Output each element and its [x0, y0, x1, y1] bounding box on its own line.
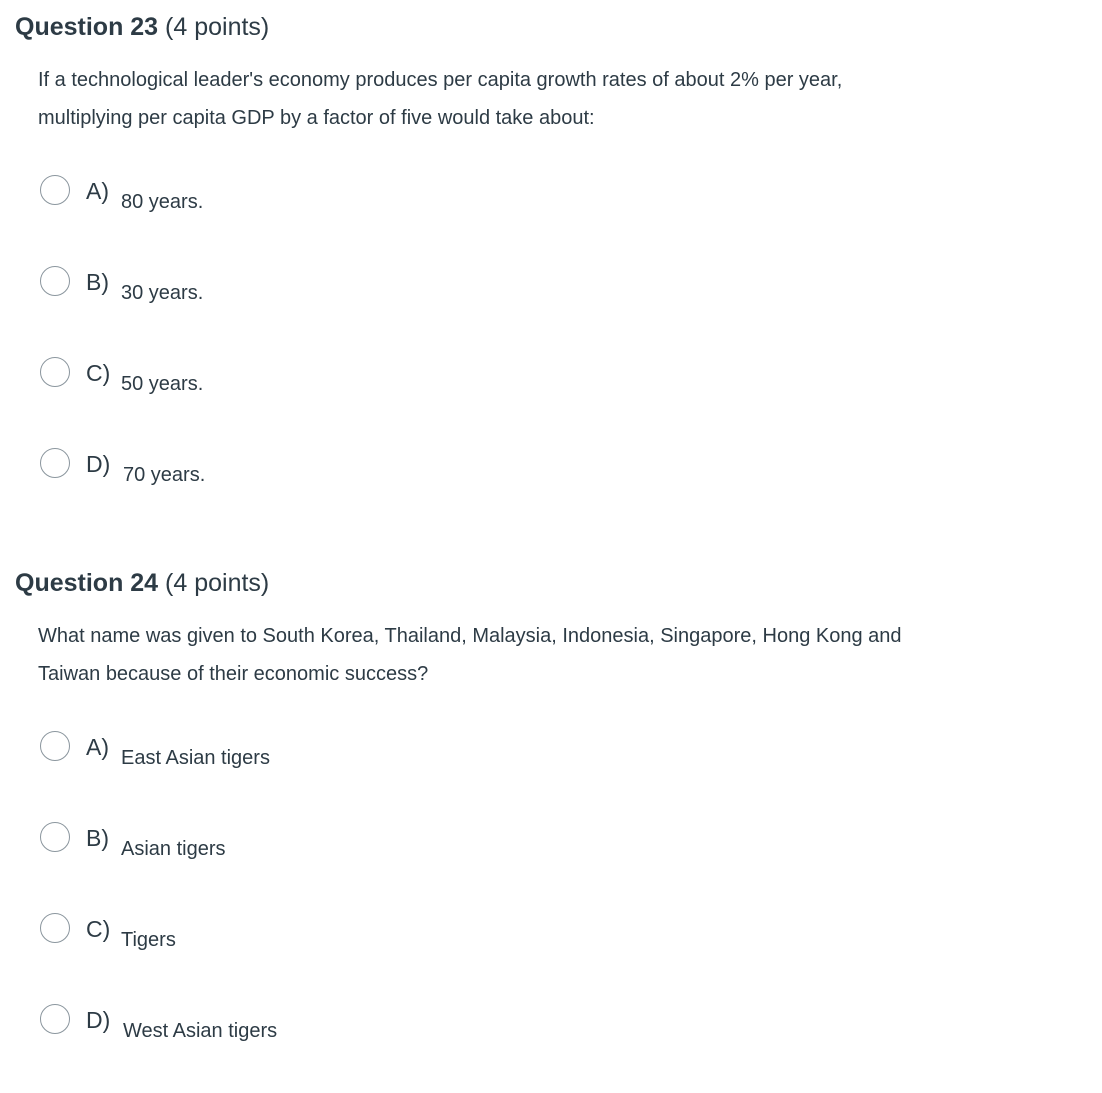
- radio-button[interactable]: [40, 731, 70, 761]
- option-c[interactable]: [40, 357, 640, 395]
- radio-button[interactable]: [40, 448, 70, 478]
- radio-button[interactable]: [40, 266, 70, 296]
- question-points: (4 points): [165, 569, 270, 597]
- option-text: 50 years.: [121, 373, 204, 395]
- question-title: Question 24: [15, 569, 159, 597]
- option-a[interactable]: [40, 731, 640, 769]
- radio-button[interactable]: [40, 913, 70, 943]
- radio-button[interactable]: [40, 175, 70, 205]
- option-letter: D): [86, 451, 111, 477]
- question-text-line: multiplying per capita GDP by a factor of five would take about:: [38, 107, 595, 129]
- option-a[interactable]: [40, 175, 640, 213]
- option-text: Asian tigers: [121, 838, 226, 860]
- option-letter: A): [86, 734, 109, 760]
- question-text: [38, 61, 1038, 137]
- option-c[interactable]: [40, 913, 640, 951]
- option-text: East Asian tigers: [121, 747, 270, 769]
- option-text: West Asian tigers: [123, 1020, 278, 1042]
- question-title: Question 23: [15, 13, 159, 41]
- option-letter: D): [86, 1007, 111, 1033]
- option-letter: A): [86, 178, 109, 204]
- option-letter: C): [86, 916, 111, 942]
- option-text: 70 years.: [123, 464, 206, 486]
- option-b[interactable]: [40, 266, 640, 304]
- question-text: [38, 617, 1038, 693]
- option-b[interactable]: [40, 822, 640, 860]
- option-d[interactable]: [40, 1004, 640, 1042]
- radio-button[interactable]: [40, 1004, 70, 1034]
- question-text-line: If a technological leader's economy produces per capita growth rates of about 2% per year,: [38, 69, 843, 91]
- question-text-line: Taiwan because of their economic success?: [38, 663, 429, 685]
- option-letter: C): [86, 360, 111, 386]
- question-header: [15, 568, 269, 598]
- question-header: [15, 12, 269, 42]
- radio-button[interactable]: [40, 822, 70, 852]
- option-d[interactable]: [40, 448, 640, 486]
- question-text-line: What name was given to South Korea, Thailand, Malaysia, Indonesia, Singapore, Hong Kong and: [38, 625, 902, 647]
- option-text: Tigers: [121, 929, 176, 951]
- option-text: 30 years.: [121, 282, 204, 304]
- question-points: (4 points): [165, 13, 270, 41]
- option-letter: B): [86, 825, 109, 851]
- option-letter: B): [86, 269, 109, 295]
- radio-button[interactable]: [40, 357, 70, 387]
- option-text: 80 years.: [121, 191, 204, 213]
